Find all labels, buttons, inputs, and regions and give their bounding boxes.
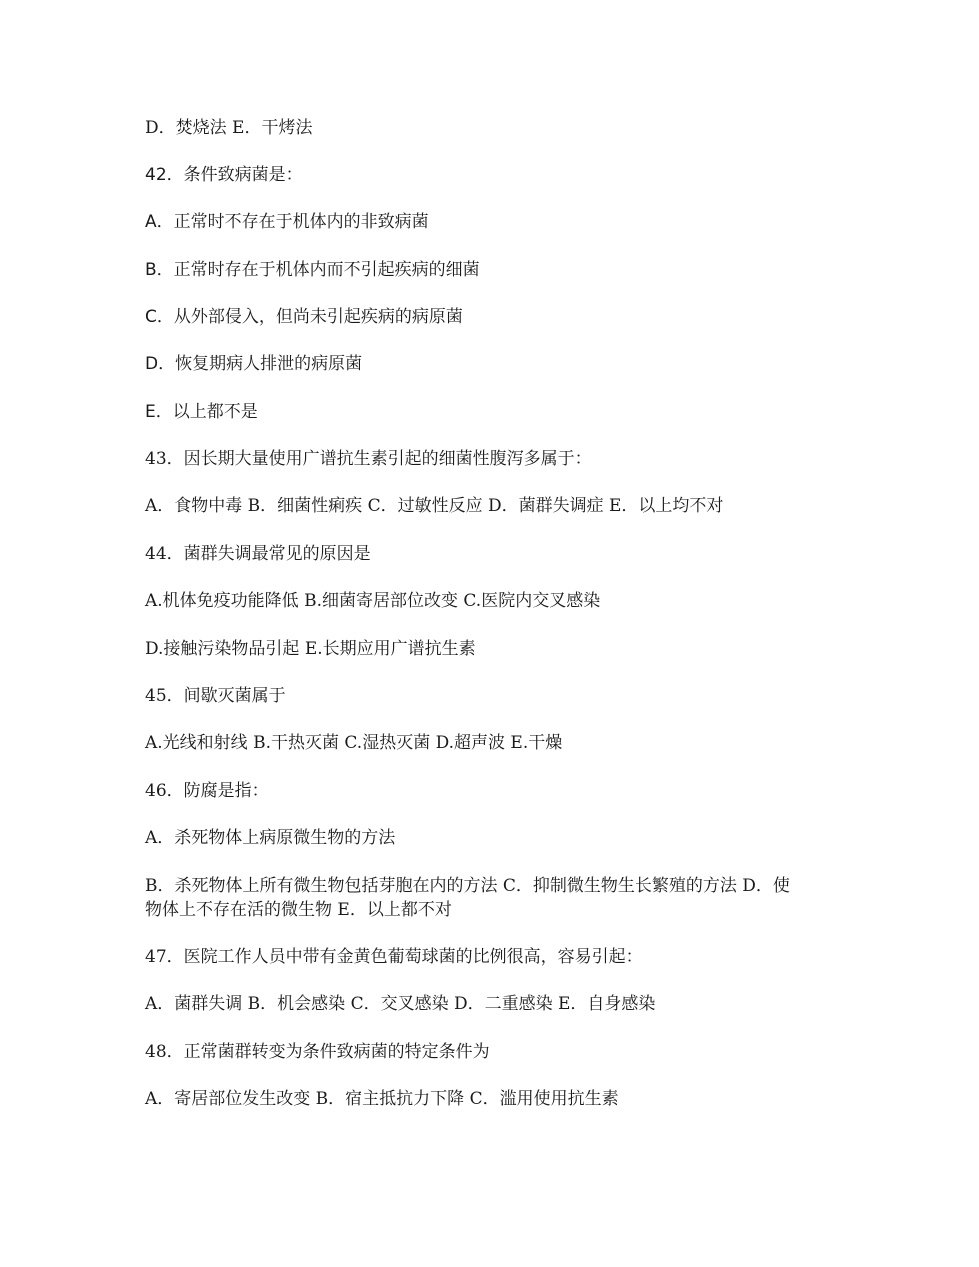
option-line: A．菌群失调 B．机会感染 C．交叉感染 D．二重感染 E．自身感染 bbox=[145, 994, 656, 1014]
option-line: C．从外部侵入，但尚未引起疾病的病原菌 bbox=[145, 307, 463, 327]
question-45: 45．间歇灭菌属于 bbox=[145, 686, 286, 706]
option-line: E．以上都不是 bbox=[145, 402, 258, 422]
option-line: A.光线和射线 B.干热灭菌 C.湿热灭菌 D.超声波 E.干燥 bbox=[145, 733, 563, 753]
question-47: 47．医院工作人员中带有金黄色葡萄球菌的比例很高，容易引起： bbox=[145, 947, 643, 967]
option-line: A．杀死物体上病原微生物的方法 bbox=[145, 828, 396, 848]
option-line: D．焚烧法 E．干烤法 bbox=[145, 118, 313, 138]
question-44: 44．菌群失调最常见的原因是 bbox=[145, 544, 371, 564]
option-line: B．正常时存在于机体内而不引起疾病的细菌 bbox=[145, 260, 480, 280]
option-line: A．寄居部位发生改变 B．宿主抵抗力下降 C．滥用使用抗生素 bbox=[145, 1089, 619, 1109]
option-line: A.机体免疫功能降低 B.细菌寄居部位改变 C.医院内交叉感染 bbox=[145, 591, 601, 611]
option-line: D.接触污染物品引起 E.长期应用广谱抗生素 bbox=[145, 639, 476, 659]
option-line: A．正常时不存在于机体内的非致病菌 bbox=[145, 212, 429, 232]
question-43: 43．因长期大量使用广谱抗生素引起的细菌性腹泻多属于： bbox=[145, 449, 592, 469]
option-line: D．恢复期病人排泄的病原菌 bbox=[145, 354, 363, 374]
question-42: 42．条件致病菌是： bbox=[145, 165, 303, 185]
option-line: B．杀死物体上所有微生物包括芽胞在内的方法 C．抑制微生物生长繁殖的方法 D．使物体上不存在活的微生物 E．以上都不对 bbox=[145, 876, 790, 920]
question-46: 46．防腐是指： bbox=[145, 781, 269, 801]
question-48: 48．正常菌群转变为条件致病菌的特定条件为 bbox=[145, 1042, 490, 1062]
option-line: A．食物中毒 B．细菌性痢疾 C．过敏性反应 D．菌群失调症 E．以上均不对 bbox=[145, 496, 724, 516]
